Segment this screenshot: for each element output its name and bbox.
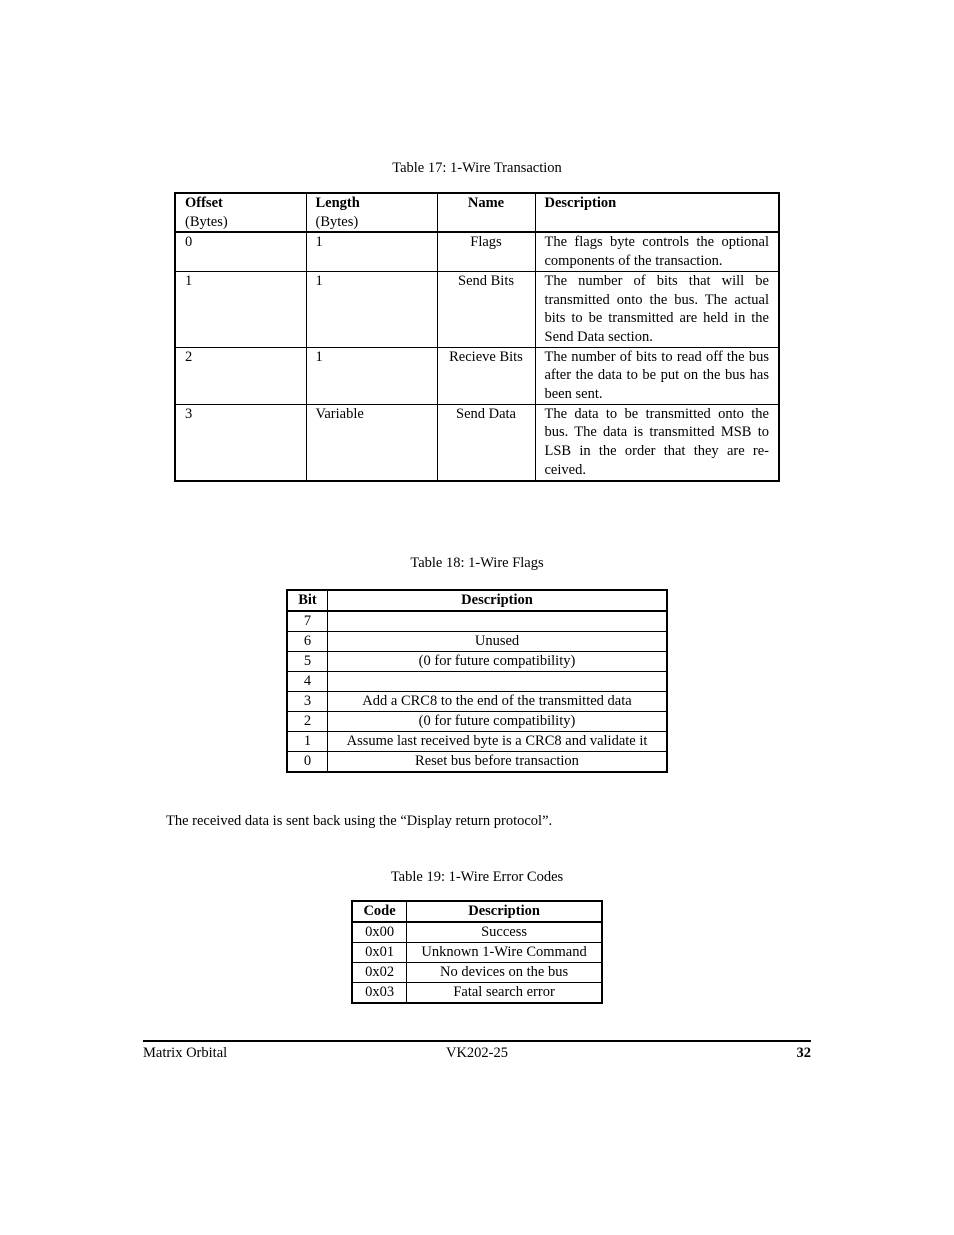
cell-bit: 2 <box>287 712 328 732</box>
cell-code: 0x00 <box>352 922 407 943</box>
table-row <box>352 983 602 1004</box>
table-row <box>352 922 602 943</box>
table-19-caption: Table 19: 1-Wire Error Codes <box>390 869 564 885</box>
table-header-row <box>175 193 779 232</box>
table-17-caption: Table 17: 1-Wire Transaction <box>392 160 562 176</box>
cell-description: Fatal search error <box>407 983 602 1004</box>
table-row <box>352 963 602 983</box>
cell-bit: 4 <box>287 672 328 692</box>
cell-bit: 7 <box>287 611 328 632</box>
cell-code: 0x01 <box>352 943 407 963</box>
cell-description: The data to be transmitted onto the bus. The data is transmitted MSB to LSB in the order that they are re-ceived. <box>535 404 779 480</box>
cell-description: Unused <box>328 632 668 652</box>
header-bit: Bit <box>287 590 328 611</box>
table-header-row <box>352 901 602 922</box>
table-row <box>175 232 779 271</box>
cell-length: 1 <box>306 232 437 271</box>
cell-name: Send Bits <box>437 271 535 347</box>
table-18-caption: Table 18: 1-Wire Flags <box>410 555 544 571</box>
header-description: Description <box>328 590 668 611</box>
footer-product: VK202-25 <box>445 1045 509 1061</box>
footer-divider <box>143 1040 811 1042</box>
cell-description: (0 for future compatibility) <box>328 712 668 732</box>
cell-bit: 6 <box>287 632 328 652</box>
cell-description <box>328 611 668 632</box>
cell-name: Send Data <box>437 404 535 480</box>
cell-code: 0x03 <box>352 983 407 1004</box>
cell-description: Unknown 1-Wire Command <box>407 943 602 963</box>
cell-description <box>328 672 668 692</box>
cell-description: Reset bus before transaction <box>328 752 668 773</box>
cell-offset: 0 <box>175 232 306 271</box>
cell-name: Flags <box>437 232 535 271</box>
cell-description: Success <box>407 922 602 943</box>
cell-description: Assume last received byte is a CRC8 and validate it <box>328 732 668 752</box>
table-row <box>287 672 667 692</box>
table-row <box>287 692 667 712</box>
cell-offset: 2 <box>175 347 306 404</box>
header-length: Length (Bytes) <box>306 193 437 232</box>
table-row <box>175 404 779 480</box>
table-row <box>287 611 667 632</box>
cell-bit: 5 <box>287 652 328 672</box>
table-18-flags <box>286 589 668 773</box>
cell-offset: 3 <box>175 404 306 480</box>
cell-description: The flags byte controls the optional components of the transaction. <box>535 232 779 271</box>
cell-bit: 0 <box>287 752 328 773</box>
cell-bit: 1 <box>287 732 328 752</box>
table-19-error-codes <box>351 900 603 1004</box>
table-row <box>175 347 779 404</box>
footer-company: Matrix Orbital <box>143 1045 228 1061</box>
header-name: Name <box>437 193 535 232</box>
cell-description: (0 for future compatibility) <box>328 652 668 672</box>
cell-description: The number of bits to read off the bus after the data to be put on the bus has been sent. <box>535 347 779 404</box>
page-number: 32 <box>796 1045 811 1061</box>
table-row <box>287 752 667 773</box>
table-header-row <box>287 590 667 611</box>
table-row <box>287 732 667 752</box>
table-row <box>287 652 667 672</box>
header-code: Code <box>352 901 407 922</box>
cell-length: Variable <box>306 404 437 480</box>
cell-bit: 3 <box>287 692 328 712</box>
cell-description: Add a CRC8 to the end of the transmitted data <box>328 692 668 712</box>
table-row <box>175 271 779 347</box>
body-paragraph: The received data is sent back using the “Display return protocol”. <box>166 813 553 829</box>
cell-name: Recieve Bits <box>437 347 535 404</box>
table-row <box>287 632 667 652</box>
header-description: Description <box>407 901 602 922</box>
cell-description: The number of bits that will be transmitted onto the bus. The actual bits to be transmitted are held in the Send Data section. <box>535 271 779 347</box>
cell-length: 1 <box>306 347 437 404</box>
table-row <box>287 712 667 732</box>
table-row <box>352 943 602 963</box>
header-description: Description <box>535 193 779 232</box>
table-17-transaction <box>174 192 780 482</box>
cell-offset: 1 <box>175 271 306 347</box>
cell-description: No devices on the bus <box>407 963 602 983</box>
cell-code: 0x02 <box>352 963 407 983</box>
cell-length: 1 <box>306 271 437 347</box>
header-offset: Offset (Bytes) <box>175 193 306 232</box>
